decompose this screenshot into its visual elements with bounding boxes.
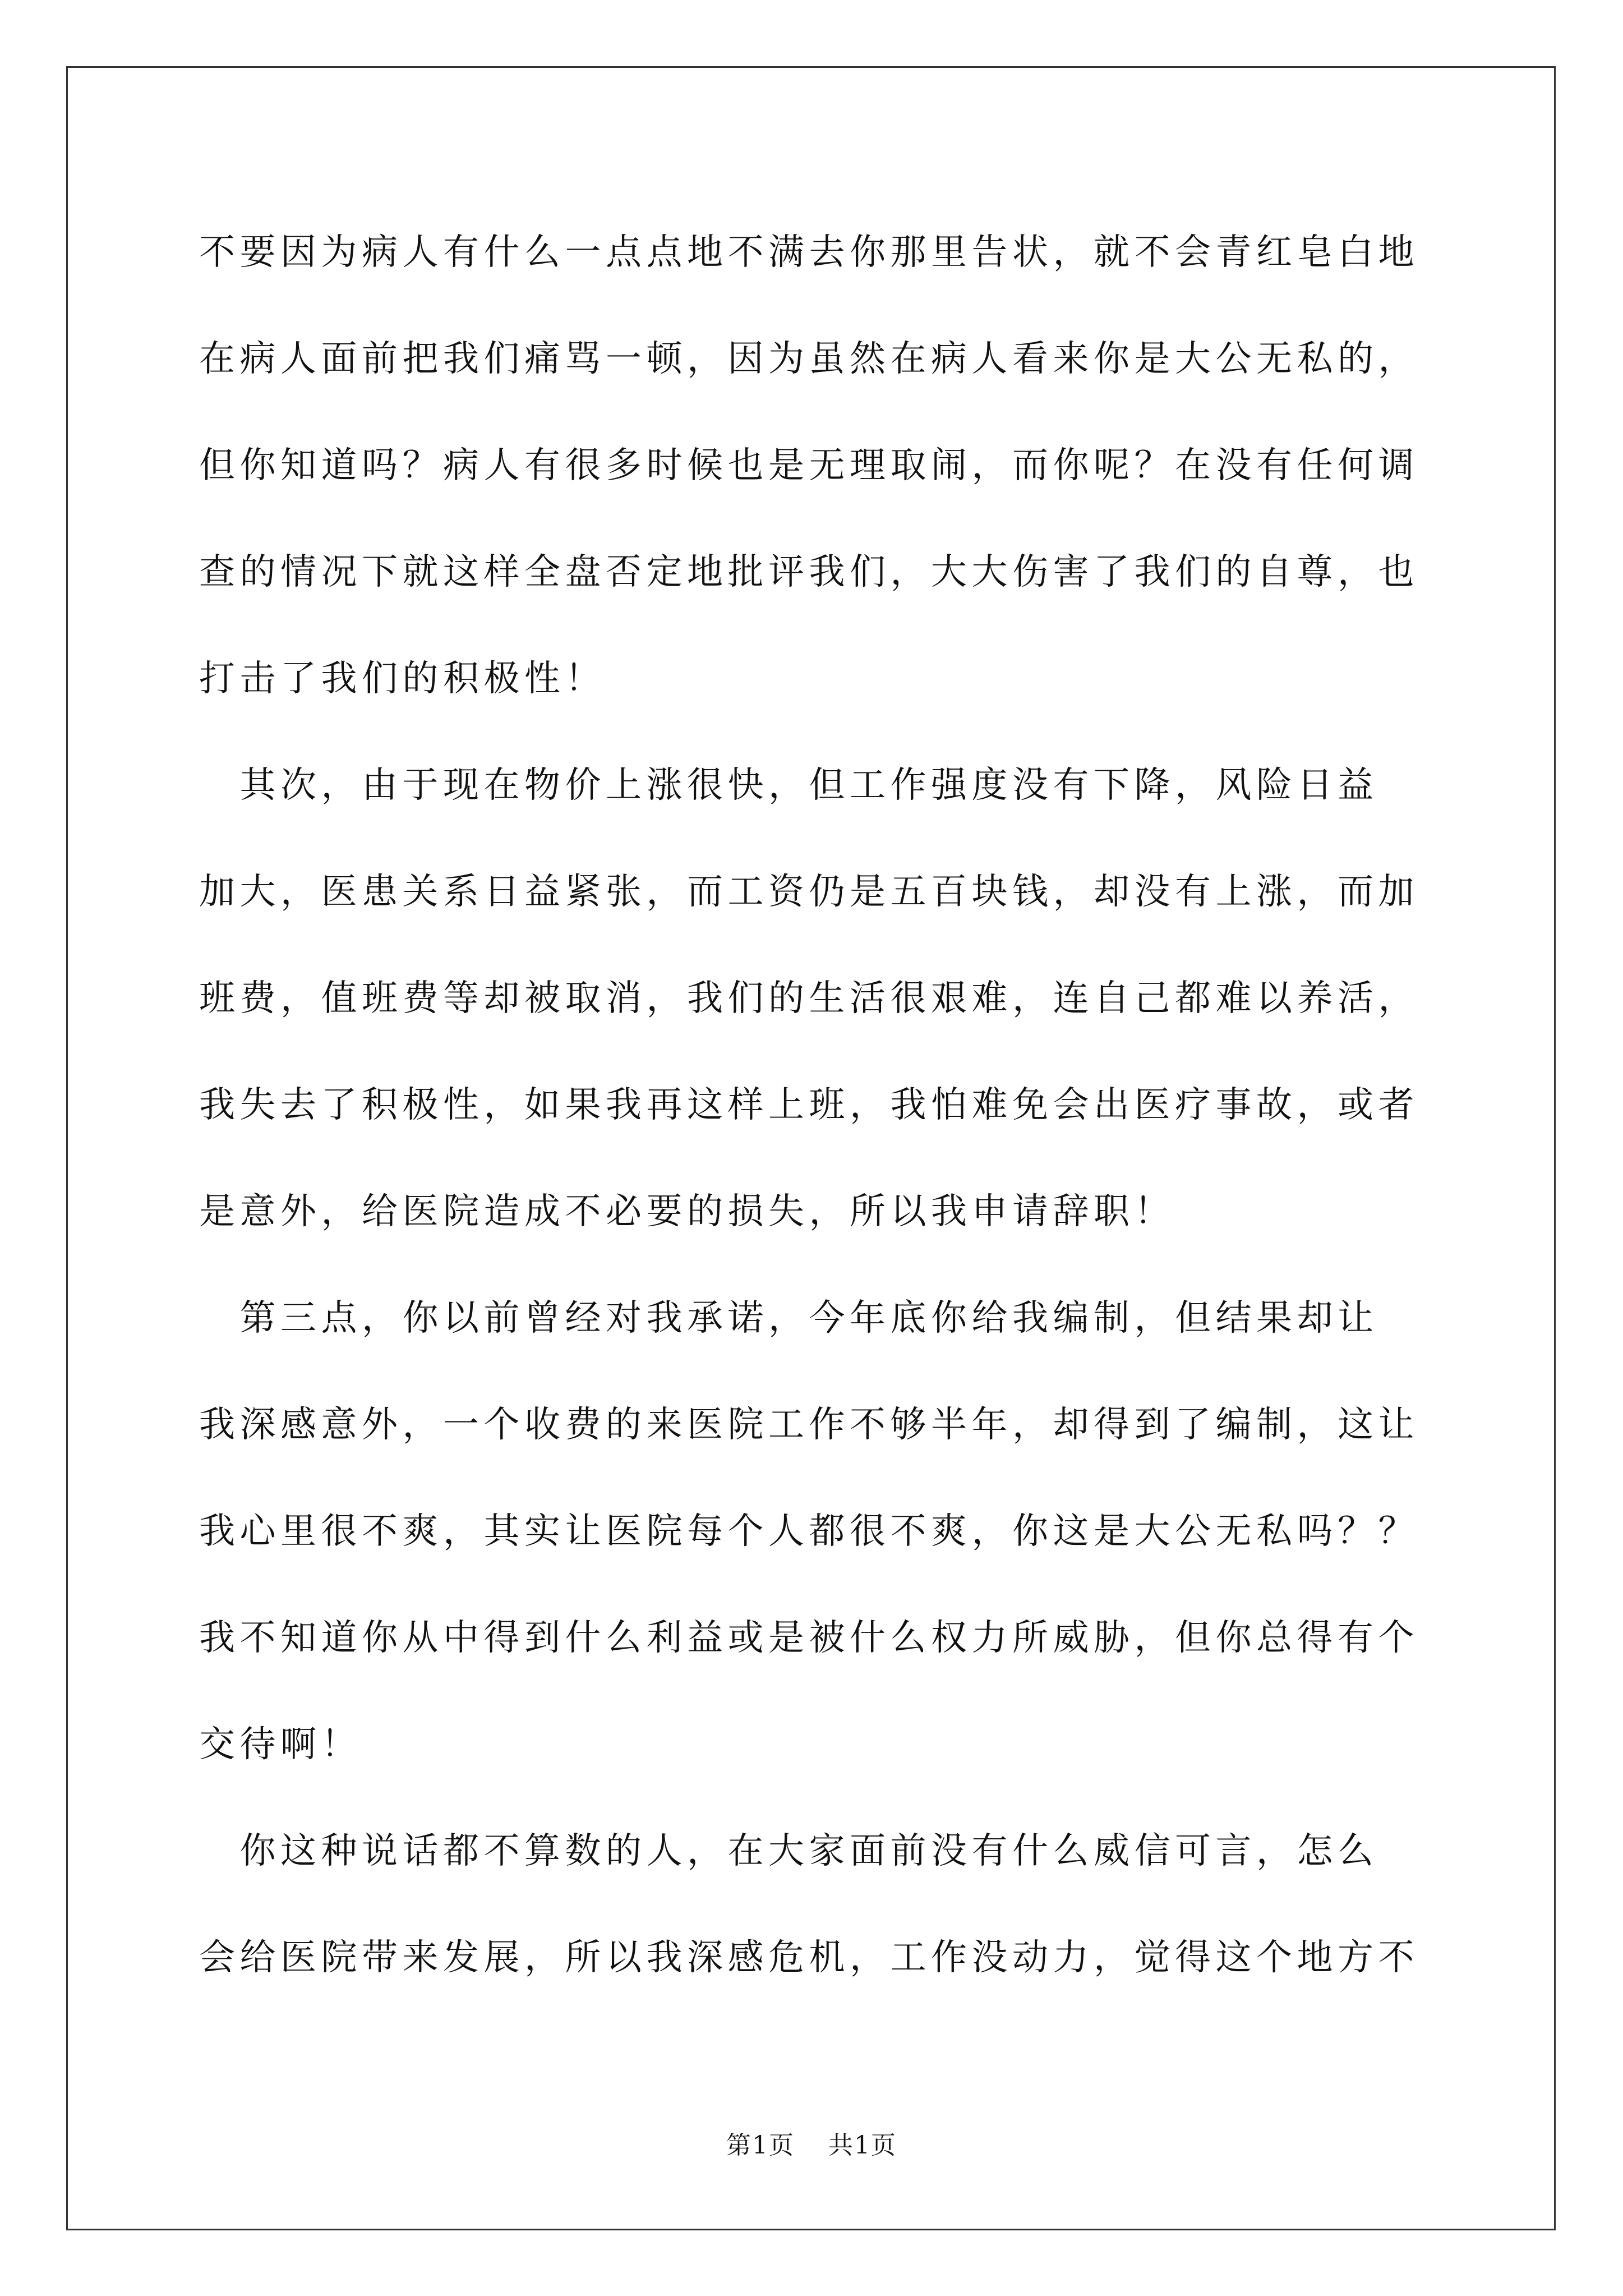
text-line: 我心里很不爽，其实让医院每个人都很不爽，你这是大公无私吗？？ bbox=[199, 1511, 1419, 1552]
text-line: 加大，医患关系日益紧张，而工资仍是五百块钱，却没有上涨，而加 bbox=[199, 871, 1419, 913]
text-line: 但你知道吗？病人有很多时候也是无理取闹，而你呢？在没有任何调 bbox=[199, 445, 1419, 486]
page-footer bbox=[0, 2129, 1623, 2162]
page-total: 共1页 bbox=[828, 2131, 897, 2160]
text-line: 我深感意外，一个收费的来医院工作不够半年，却得到了编制，这让 bbox=[199, 1404, 1419, 1446]
text-line: 不要因为病人有什么一点点地不满去你那里告状，就不会青红皂白地 bbox=[199, 232, 1419, 273]
text-line: 第三点，你以前曾经对我承诺，今年底你给我编制，但结果却让 bbox=[199, 1297, 1378, 1339]
text-line: 会给医院带来发展，所以我深感危机，工作没动力，觉得这个地方不 bbox=[199, 1937, 1419, 1978]
text-line: 我不知道你从中得到什么利益或是被什么权力所威胁，但你总得有个 bbox=[199, 1617, 1419, 1659]
text-line: 查的情况下就这样全盘否定地批评我们，大大伤害了我们的自尊，也 bbox=[199, 551, 1419, 593]
text-line: 是意外，给医院造成不必要的损失，所以我申请辞职！ bbox=[199, 1191, 1175, 1232]
text-line: 我失去了积极性，如果我再这样上班，我怕难免会出医疗事故，或者 bbox=[199, 1084, 1419, 1126]
page-number: 第1页 bbox=[726, 2131, 795, 2160]
document-body bbox=[199, 216, 1422, 2028]
text-line: 其次，由于现在物价上涨很快，但工作强度没有下降，风险日益 bbox=[199, 765, 1378, 806]
text-line: 在病人面前把我们痛骂一顿，因为虽然在病人看来你是大公无私的， bbox=[199, 338, 1419, 380]
text-line: 交待啊！ bbox=[199, 1724, 362, 1765]
text-line: 打击了我们的积极性！ bbox=[199, 658, 606, 700]
text-line: 班费，值班费等却被取消，我们的生活很艰难，连自己都难以养活， bbox=[199, 978, 1419, 1019]
text-line: 你这种说话都不算数的人，在大家面前没有什么威信可言，怎么 bbox=[199, 1830, 1378, 1872]
